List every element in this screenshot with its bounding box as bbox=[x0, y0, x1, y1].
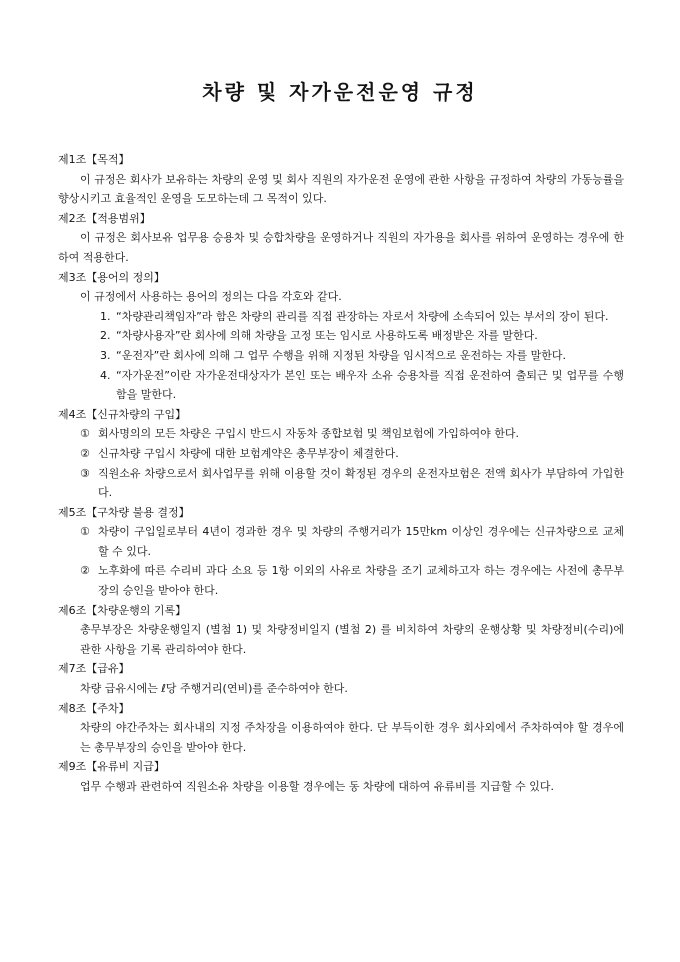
article-8 bbox=[58, 699, 624, 758]
article-paragraph: 업무 수행과 관련하여 직원소유 차량을 이용할 경우에는 동 차량에 대하여 유류비를 지급할 수 있다. bbox=[80, 780, 554, 793]
clause-item bbox=[58, 424, 624, 444]
article-paragraph: 이 규정은 회사가 보유하는 차량의 운영 및 회사 직원의 자가운전 운영에 관한 사항을 규정하여 차량의 가동능률을 향상시키고 효율적인 운영을 도모하는데 그 목적이 있다. bbox=[58, 172, 624, 206]
article-heading: 제8조【주차】 bbox=[58, 701, 130, 715]
numbered-item bbox=[58, 326, 624, 346]
document-title: 차량 및 자가운전운영 규정 bbox=[202, 80, 478, 104]
clause-number: ② bbox=[80, 564, 90, 578]
clause-number: ① bbox=[80, 427, 90, 441]
article-paragraph: 이 규정에서 사용하는 용어의 정의는 다음 각호와 같다. bbox=[80, 290, 342, 304]
article-heading: 제4조【신규차량의 구입】 bbox=[58, 407, 187, 421]
article-heading: 제5조【구차량 불용 결정】 bbox=[58, 505, 190, 519]
clause-number: ① bbox=[80, 525, 90, 539]
numbered-item bbox=[58, 307, 624, 327]
article-4 bbox=[58, 405, 624, 503]
article-heading: 제3조【용어의 정의】 bbox=[58, 270, 165, 284]
item-text: “차량관리책임자”라 함은 차량의 관리를 직접 관장하는 자로서 차량에 소속되어 있는 부서의 장이 된다. bbox=[116, 309, 609, 323]
clause-item bbox=[58, 444, 624, 464]
article-3 bbox=[58, 268, 624, 405]
clause-item bbox=[58, 522, 624, 561]
article-7 bbox=[58, 659, 624, 698]
clause-text: 노후화에 따른 수리비 과다 소요 등 1항 이외의 사유로 차량을 조기 교체하고자 하는 경우에는 사전에 총무부장의 승인을 받아야 한다. bbox=[98, 564, 624, 598]
article-2 bbox=[58, 209, 624, 268]
clause-text: 신규차량 구입시 차량에 대한 보험계약은 총무부장이 체결한다. bbox=[98, 446, 399, 460]
clause-item bbox=[58, 464, 624, 503]
article-5 bbox=[58, 503, 624, 601]
article-1 bbox=[58, 150, 624, 209]
article-9 bbox=[58, 757, 624, 796]
article-heading: 제1조【목적】 bbox=[58, 153, 130, 166]
clause-text: 차량이 구입일로부터 4년이 경과한 경우 및 차량의 주행거리가 15만km 이상인 경우에는 신규차량으로 교체할 수 있다. bbox=[98, 525, 624, 558]
item-number: 1. bbox=[100, 309, 111, 323]
article-paragraph: 차량 급유시에는 ℓ당 주행거리(연비)를 준수하여야 한다. bbox=[80, 682, 348, 696]
article-paragraph: 이 규정은 회사보유 업무용 승용차 및 승합차량을 운영하거나 직원의 자가용을 회사를 위하여 운영하는 경우에 한하여 적용한다. bbox=[58, 231, 624, 264]
clause-number: ② bbox=[80, 446, 90, 460]
clause-item bbox=[58, 561, 624, 600]
article-6 bbox=[58, 601, 624, 660]
article-heading: 제9조【유류비 지급】 bbox=[58, 760, 165, 774]
item-number: 3. bbox=[100, 348, 111, 362]
article-heading: 제7조【급유】 bbox=[58, 662, 130, 676]
article-paragraph: 총무부장은 차량운행일지 (별첨 1) 및 차량정비일지 (별첨 2) 를 비치하여 차량의 운행상황 및 차량정비(수리)에 관한 사항을 기록 관리하여야 한다. bbox=[80, 623, 624, 656]
clause-text: 회사명의의 모든 차량은 구입시 반드시 자동차 종합보험 및 책임보험에 가입하여야 한다. bbox=[98, 427, 519, 441]
item-text: “차량사용자”란 회사에 의해 차량을 고정 또는 임시로 사용하도록 배정받은 자를 말한다. bbox=[116, 329, 538, 343]
article-heading: 제2조【적용범위】 bbox=[58, 211, 151, 225]
item-text: “자가운전”이란 자가운전대상자가 본인 또는 배우자 소유 승용차를 직접 운전하여 출퇴근 및 업무를 수행함을 말한다. bbox=[116, 368, 624, 402]
item-number: 2. bbox=[100, 329, 111, 343]
article-heading: 제6조【차량운행의 기록】 bbox=[58, 603, 187, 617]
clause-number: ③ bbox=[80, 466, 90, 480]
item-text: “운전자”란 회사에 의해 그 업무 수행을 위해 지정된 차량을 임시적으로 운전하는 자를 말한다. bbox=[116, 348, 567, 362]
article-paragraph: 차량의 야간주차는 회사내의 지정 주차장을 이용하여야 한다. 단 부득이한 경우 회사외에서 주차하여야 할 경우에는 총무부장의 승인을 받아야 한다. bbox=[80, 721, 624, 754]
item-number: 4. bbox=[100, 368, 111, 382]
document-body bbox=[58, 150, 624, 797]
numbered-item bbox=[58, 346, 624, 366]
clause-text: 직원소유 차량으로서 회사업무를 위해 이용할 것이 확정된 경우의 운전자보험은 전액 회사가 부담하여 가입한다. bbox=[98, 466, 624, 500]
numbered-item bbox=[58, 366, 624, 405]
